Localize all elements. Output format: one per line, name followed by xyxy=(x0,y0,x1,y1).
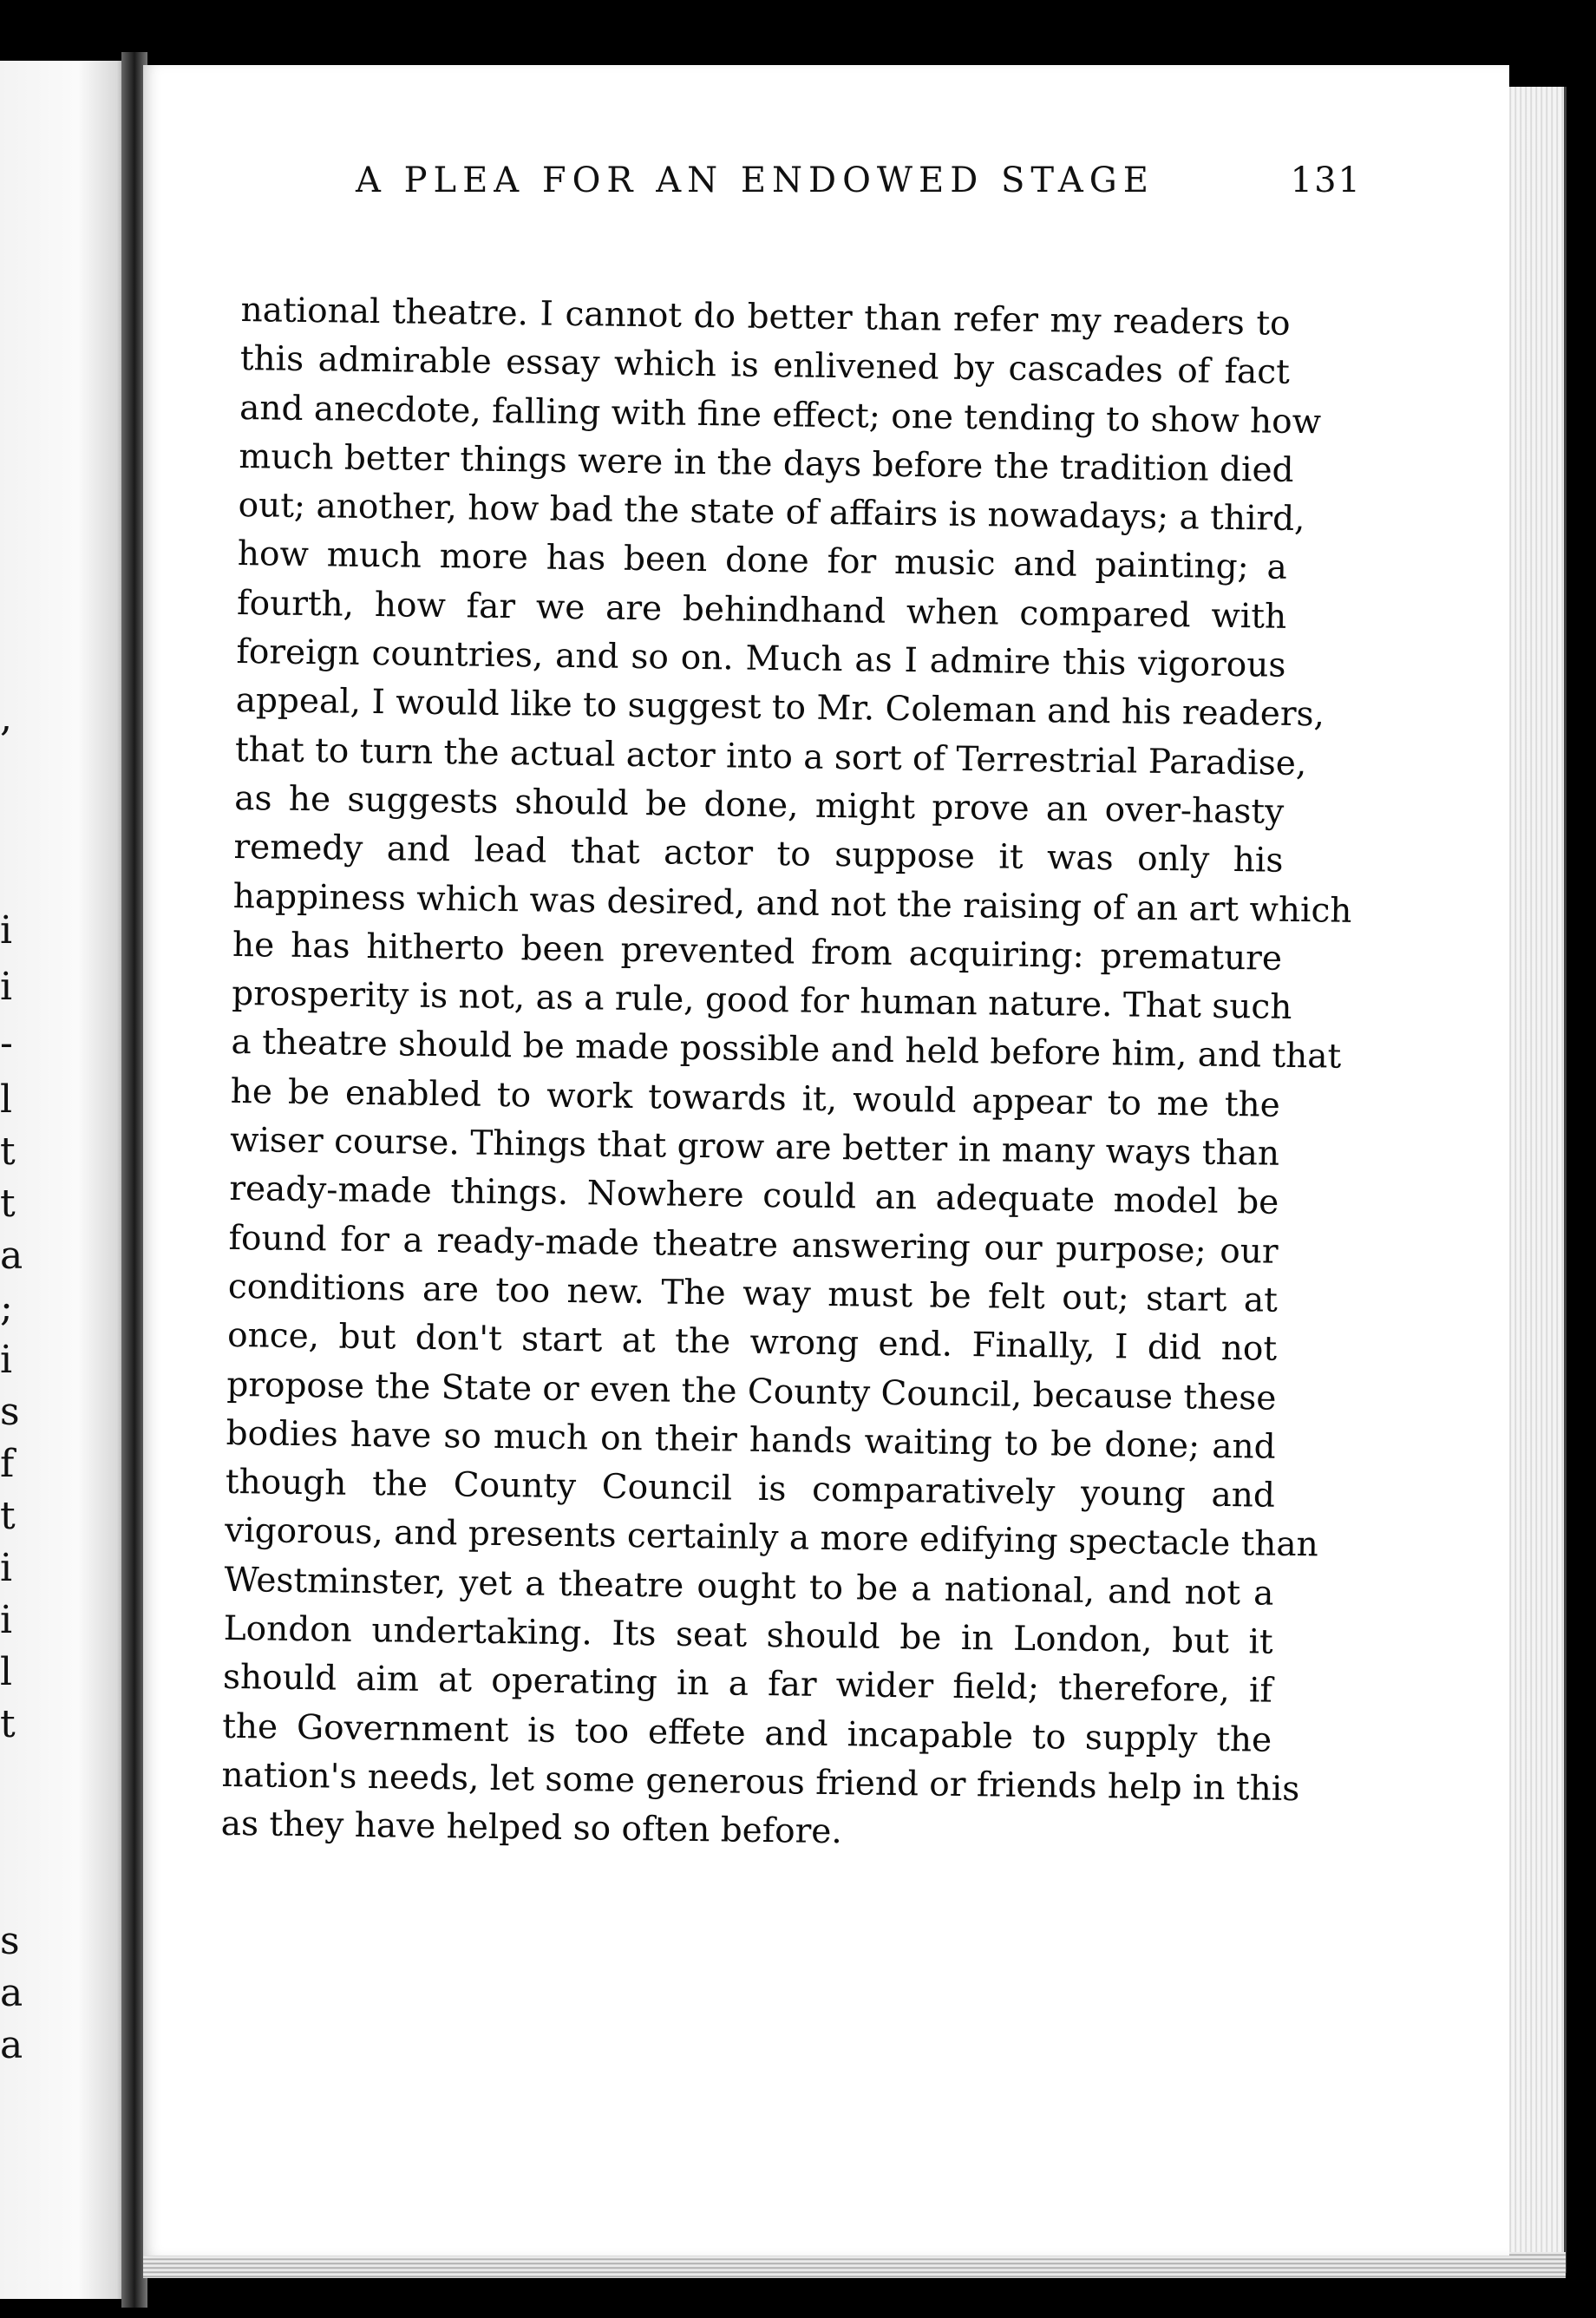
text-line: appeal, I would like to suggest to Mr. Coleman and his readers, xyxy=(235,681,1325,735)
left-page-fragment: t xyxy=(0,1494,16,1538)
left-page-fragment: t xyxy=(0,1182,16,1226)
left-page-fragment: f xyxy=(0,1442,15,1486)
text-line: fourth, how far we are behindhand when compared with xyxy=(236,583,1287,637)
left-page-fragment: t xyxy=(0,1702,16,1746)
text-line: nation's needs, let some generous friend or friends help in this xyxy=(221,1755,1300,1810)
left-page-fragment: a xyxy=(0,2023,23,2067)
text-line: found for a ready-made theatre answering our purpose; our xyxy=(228,1218,1279,1272)
text-line: he has hitherto been prevented from acquiring: premature xyxy=(232,925,1283,979)
previous-page-sliver xyxy=(0,61,130,2299)
left-page-fragment: i xyxy=(0,908,13,953)
text-line: this admirable essay which is enlivened by cascades of fact xyxy=(239,339,1291,393)
text-line: how much more has been done for music and painting; a xyxy=(237,534,1288,588)
left-page-fragment: l xyxy=(0,1650,13,1694)
text-line: once, but don't start at the wrong end. Finally, I did not xyxy=(226,1316,1278,1369)
text-line: bodies have so much on their hands waiting to be done; and xyxy=(226,1413,1276,1467)
text-line: much better things were in the days before the tradition died xyxy=(239,436,1294,490)
text-line: vigorous, and presents certainly a more edifying spectacle than xyxy=(224,1511,1319,1565)
page-header xyxy=(200,152,1362,221)
left-page-fragment: i xyxy=(0,1338,13,1382)
page-number: 131 xyxy=(1290,160,1362,200)
text-line: London undertaking. Its seat should be in London, but it xyxy=(223,1608,1273,1662)
text-line: foreign countries, and so on. Much as I admire this vigorous xyxy=(236,632,1286,685)
left-page-fragment: - xyxy=(0,1021,13,1065)
text-line: though the County Council is comparatively young and xyxy=(225,1463,1276,1516)
text-line: he be enabled to work towards it, would appear to me the xyxy=(230,1071,1281,1125)
left-page-fragment: i xyxy=(0,1546,13,1590)
text-line: happiness which was desired, and not the raising of an art which xyxy=(232,876,1352,931)
left-page-fragment: , xyxy=(0,696,12,740)
text-line: Westminster, yet a theatre ought to be a national, and not a xyxy=(224,1560,1274,1614)
text-line: wiser course. Things that grow are better in many ways than xyxy=(229,1120,1280,1174)
text-line: a theatre should be made possible and held before him, and that xyxy=(231,1023,1342,1077)
left-page-fragment: a xyxy=(0,1234,23,1278)
text-line: conditions are too new. The way must be felt out; start at xyxy=(227,1267,1279,1320)
running-title: A PLEA FOR AN ENDOWED STAGE xyxy=(356,160,1154,200)
left-page-fragment: s xyxy=(0,1919,20,1963)
text-line: that to turn the actual actor into a sort of Terrestrial Paradise, xyxy=(234,730,1307,783)
body-paragraph xyxy=(220,286,1352,1863)
text-line: out; another, how bad the state of affairs is nowadays; a third, xyxy=(238,486,1305,540)
bottom-page-edge xyxy=(143,2252,1566,2278)
text-line: propose the State or even the County Council, because these xyxy=(226,1365,1277,1418)
left-page-fragment: i xyxy=(0,1598,13,1642)
left-page-fragment: ; xyxy=(0,1286,13,1330)
left-page-fragment: t xyxy=(0,1130,16,1174)
text-line: and anecdote, falling with fine effect; one tending to show how xyxy=(239,388,1322,442)
text-line: as they have helped so often before. xyxy=(220,1804,843,1852)
text-line: as he suggests should be done, might prove an over-hasty xyxy=(233,778,1285,832)
left-page-fragment: a xyxy=(0,1971,23,2015)
text-line: the Government is too effete and incapable to supply the xyxy=(221,1706,1272,1760)
left-page-fragment: s xyxy=(0,1390,20,1434)
left-page-fragment: i xyxy=(0,965,13,1009)
text-line: should aim at operating in a far wider field; therefore, if xyxy=(222,1658,1273,1712)
left-page-fragment: l xyxy=(0,1077,13,1122)
text-line: national theatre. I cannot do better than refer my readers to xyxy=(240,290,1291,344)
text-line: prosperity is not, as a rule, good for human nature. That such xyxy=(232,974,1292,1028)
text-line: ready-made things. Nowhere could an adequate model be xyxy=(229,1169,1279,1223)
text-line: remedy and lead that actor to suppose it was only his xyxy=(233,828,1284,881)
